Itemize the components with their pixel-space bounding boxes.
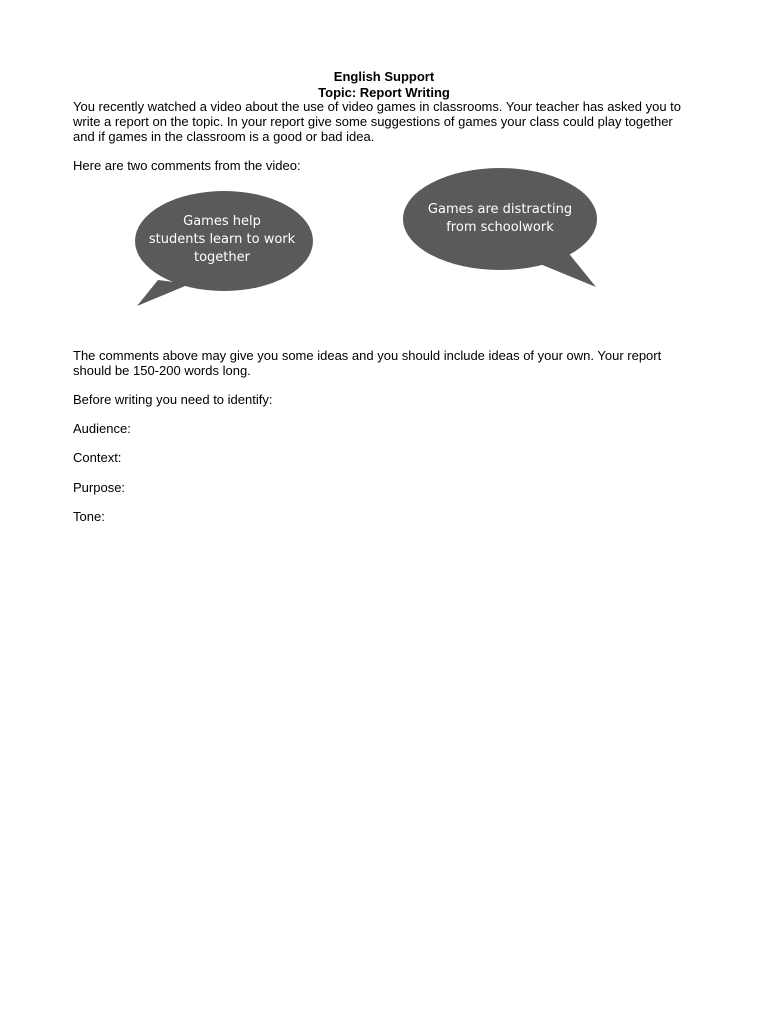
identify-intro: Before writing you need to identify: xyxy=(73,392,273,407)
context-field: Context: xyxy=(73,450,122,465)
right-bubble-text xyxy=(410,201,590,237)
purpose-field: Purpose: xyxy=(73,480,126,495)
comments-intro: Here are two comments from the video: xyxy=(73,158,301,173)
document-topic: Topic: Report Writing xyxy=(318,85,450,100)
speech-bubbles xyxy=(0,160,768,320)
intro-paragraph: You recently watched a video about the use of video games in classrooms. Your teacher has asked you to write a report on the topic. In your report give some suggestions of games your class could play together and if games in the classroom is a good or bad idea. xyxy=(73,99,682,144)
audience-field: Audience: xyxy=(73,421,131,436)
speech-bubbles-graphic xyxy=(0,160,768,320)
instructions-paragraph: The comments above may give you some ideas and you should include ideas of your own. Your report should be 150-200 words long. xyxy=(73,348,662,378)
tone-field: Tone: xyxy=(73,509,105,524)
left-bubble-line-1: Games help xyxy=(183,214,261,229)
left-bubble-line-2: students learn to work xyxy=(148,232,296,247)
left-bubble-line-3: together xyxy=(194,250,250,265)
left-bubble-text xyxy=(140,213,304,267)
right-bubble-line-1: Games are distracting xyxy=(427,202,573,217)
document-title: English Support xyxy=(333,69,435,84)
document-header xyxy=(0,69,768,101)
right-bubble-line-2: from schoolwork xyxy=(446,220,554,235)
